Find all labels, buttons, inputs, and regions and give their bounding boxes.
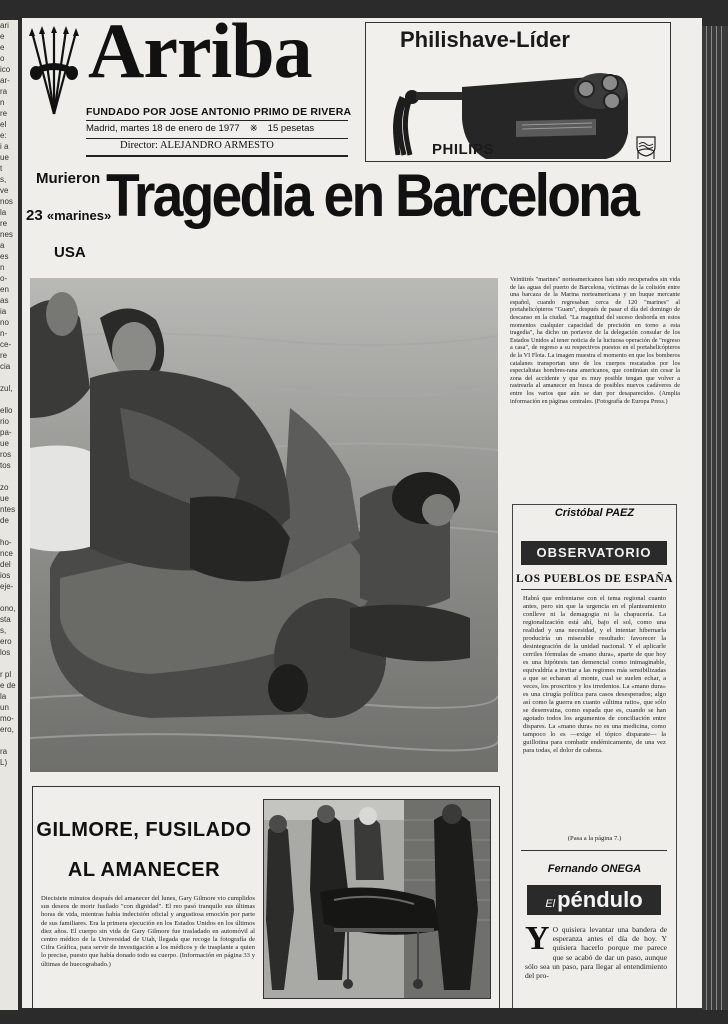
prev-page-fragment: ello (0, 406, 13, 415)
prev-page-fragment: t (0, 164, 3, 173)
kicker-line-2 (26, 207, 111, 224)
prev-page-fragment: un (0, 703, 9, 712)
prev-page-fragment: ros (0, 450, 12, 459)
prev-page-fragment: re (0, 351, 8, 360)
gilmore-title-line-2: AL AMANECER (67, 859, 221, 881)
prev-page-fragment (0, 658, 18, 669)
prev-page-fragment: ue (0, 494, 9, 503)
prev-page-fragment: i a (0, 142, 9, 151)
prev-page-fragment: la (0, 208, 7, 217)
continuation-note: (Pasa a la página 7.) (567, 835, 622, 842)
prev-page-fragment: ero (0, 637, 12, 646)
prev-page-fragment: e (0, 43, 5, 52)
pendulo-banner-title: péndulo (557, 887, 643, 912)
divider (86, 155, 348, 157)
rescue-photo (30, 278, 498, 772)
observatorio-body: Habrá que enfrentarse con el tema regional cuanto antes, pero sin que la urgencia en el planteamiento conlleve ni la demagogia ni la chapucería. La regionalización está ahí, bajo el sol, como una realidad y una necesidad, y el intentar hibernarla produciría un miserable resultado: favorecer la desintegración de la unidad nacional. Y el aplicarle cerriles fórmulas de «mano dura», aparte de que hoy es una hipótesis tan demencial como inimaginable, equivaldría a invitar a las regiones más sensibilizadas a que se echaran al monte, cual se suelen echar, a veces, los proscritos y los irredentos. La «mano dura» es una cirugía política para casos desesperados; algo así como la guerra en cuanto «última ratio», que sólo se desenvaina, como espada que es, cuando se han agotado todos los argumentos de conciliación entre dispares. La «mano dura» no es una medicina, como tampoco lo es —exige el tópico disparate— la guillotina para combatir endémicamente, de una vez para todas, el dolor de cabeza. (523, 595, 666, 754)
yoke-and-arrows-icon (28, 26, 80, 116)
philishave-ad (365, 22, 671, 162)
pendulo-byline: Fernando ONEGA (547, 863, 642, 875)
electric-shaver-image (366, 59, 670, 159)
prev-page-fragment: ia (0, 307, 7, 316)
director-line: Director: ALEJANDRO ARMESTO (120, 140, 274, 151)
pendulo-banner (527, 885, 661, 915)
prev-page-fragment: o (0, 54, 5, 63)
prev-page-fragment: nes (0, 230, 13, 239)
prev-page-fragment: pa- (0, 428, 12, 437)
photo-caption: Veintitrés "marines" norteamericanos han sido recuperados sin vida de las aguas del puerto de Barcelona, víctimas de la colisión entre una barcaza de la Marina norteamericana y un buque mercante español, cuando regresaban cerca de 120 "marines" al portahelicópteros "Guam", después de pasar el día del domingo de descanso en la ciudad. "La magnitud del suceso desborda en estos momentos cualquier capacidad de precisión en torno a esta tragedia", ha dicho un portavoz de la delegación consular de los Estados Unidos al tener noticia de la luctuosa operación de "regreso a casa", de regreso a su respectivos puestos en el portahelicópteros de la VI Flota. La imagen muestra el momento en que los bomberos catalanes transportan uno de los cuerpos rescatados por los especialistas hombres-rana americanos, que continúan sin cesar la zona del accidente y que es muy posible tengan que volver a rastrearla al amanecer en busca de posibles nuevos cadáveres de entre los varios que aún se dan por desaparecidos. (Amplia información en páginas centrales. (Fotografía de Europa Press.) (510, 276, 680, 405)
prev-page-fragment: zul, (0, 384, 13, 393)
prev-page-fragment: ico (0, 65, 11, 74)
kicker-count: 23 (26, 207, 43, 224)
opinion-column (512, 504, 677, 1008)
gilmore-title-line-1: GILMORE, FUSILADO (36, 819, 252, 841)
divider (86, 138, 348, 139)
prev-page-fragment: cia (0, 362, 11, 371)
kicker-line-3: USA (54, 244, 86, 261)
prev-page-fragment: ra (0, 87, 8, 96)
prev-page-fragment: ntes (0, 505, 16, 514)
ad-title: Philishave-Líder (400, 27, 570, 52)
previous-page-edge (0, 20, 18, 1010)
prev-page-fragment: no (0, 318, 9, 327)
gilmore-body: Diecisiete minutos después del amanecer del lunes, Gary Gilmore vio cumplidos sus deseos de morir fusilado "con dignidad". El reo pasó tranquilo sus últimas horas de vida, mientras había indecisión oficial y angustiosa emoción por parte de sus familiares. Era la primera ejecución en los Estados Unidos en los últimos diez años. El cuerpo sin vida de Gary Gilmore fue trasladado en automóvil al centro médico de la Universidad de Utah, llegada que recoge la fotografía de Cifra Gráfica, para servir de investigación a los médicos y de trasplante a quien lo precise, puesto que había donado todo su cuerpo. (Información en página 33 y últimas de huecograbado.) (41, 895, 255, 968)
kicker-marines: «marines» (46, 208, 112, 223)
prev-page-fragment: mo- (0, 714, 14, 723)
kicker-line-1: Murieron (36, 170, 101, 187)
price: 15 pesetas (267, 123, 315, 134)
prev-page-fragment (0, 471, 18, 482)
observatorio-subtitle: LOS PUEBLOS DE ESPAÑA (516, 573, 673, 585)
prev-page-fragment: re (0, 219, 8, 228)
prev-page-fragment: s, (0, 175, 7, 184)
prev-page-fragment: ios (0, 571, 11, 580)
prev-page-fragment: eje- (0, 582, 14, 591)
prev-page-fragment (0, 735, 18, 746)
prev-page-fragment (0, 592, 18, 603)
prev-page-fragment: ce- (0, 340, 12, 349)
prev-page-fragment: ho- (0, 538, 12, 547)
divider (521, 850, 667, 851)
dropcap: Y (525, 920, 550, 957)
prev-page-fragment: ero, (0, 725, 14, 734)
prev-page-fragment: ve (0, 186, 9, 195)
ad-brand: PHILIPS (432, 141, 494, 158)
prev-page-fragment: as (0, 296, 9, 305)
page-stack-edge (702, 26, 728, 1010)
separator-glyph: ※ (249, 123, 258, 134)
headline: Tragedia en Barcelona (106, 162, 638, 229)
prev-page-fragment: L) (0, 758, 8, 767)
philips-shield-icon (634, 135, 658, 157)
gilmore-story (32, 786, 500, 1008)
prev-page-fragment (0, 372, 18, 383)
prev-page-fragment: ono, (0, 604, 16, 613)
prev-page-fragment: nce (0, 549, 13, 558)
prev-page-fragment: de (0, 516, 9, 525)
prev-page-fragment: sta (0, 615, 11, 624)
prev-page-fragment: rio (0, 417, 9, 426)
observatorio-banner: OBSERVATORIO (521, 541, 667, 565)
prev-page-fragment: re (0, 109, 8, 118)
prev-page-fragment: zo (0, 483, 9, 492)
pendulo-text: O quisiera levantar una bandera de esperanza antes el día de hoy. Y quisiera hacerlo porque me parece que se acabó de dar un paso, aunque sólo sea un paso, para llegar al entendimiento del pro- (525, 925, 667, 981)
pendulo-body (525, 920, 667, 981)
prev-page-fragment: ar- (0, 76, 10, 85)
prev-page-fragment: r pl (0, 670, 12, 679)
prev-page-fragment: a (0, 241, 5, 250)
prev-page-fragment: e (0, 32, 5, 41)
prev-page-fragment: s, (0, 626, 7, 635)
newspaper-front-page (22, 18, 702, 1008)
divider (86, 120, 348, 121)
prev-page-fragment: ue (0, 439, 9, 448)
prev-page-fragment: e de (0, 681, 16, 690)
prev-page-fragment: el (0, 120, 7, 129)
prev-page-fragment (0, 394, 18, 405)
dateline (86, 123, 314, 134)
prev-page-fragment: n- (0, 329, 8, 338)
prev-page-fragment: ra (0, 747, 8, 756)
masthead-title: Arriba (88, 18, 312, 94)
prev-page-fragment: nos (0, 197, 13, 206)
observatorio-byline: Cristóbal PAEZ (554, 507, 635, 519)
masthead-founded: FUNDADO POR JOSE ANTONIO PRIMO DE RIVERA (86, 106, 352, 118)
prev-page-fragment: es (0, 252, 9, 261)
gilmore-photo (263, 799, 491, 999)
prev-page-fragment: e: (0, 131, 7, 140)
prev-page-fragment: ari (0, 21, 9, 30)
prev-page-fragment: tos (0, 461, 11, 470)
prev-page-fragment: n (0, 263, 5, 272)
prev-page-fragment: del (0, 560, 11, 569)
prev-page-fragment (0, 526, 18, 537)
pendulo-banner-prefix: El (545, 898, 556, 910)
prev-page-fragment: ue (0, 153, 9, 162)
issue-date: Madrid, martes 18 de enero de 1977 (86, 123, 240, 134)
prev-page-fragment: o- (0, 274, 8, 283)
prev-page-fragment: n (0, 98, 5, 107)
prev-page-fragment: en (0, 285, 9, 294)
prev-page-fragment: los (0, 648, 11, 657)
divider (521, 589, 667, 590)
prev-page-text (0, 20, 18, 768)
prev-page-fragment: la (0, 692, 7, 701)
